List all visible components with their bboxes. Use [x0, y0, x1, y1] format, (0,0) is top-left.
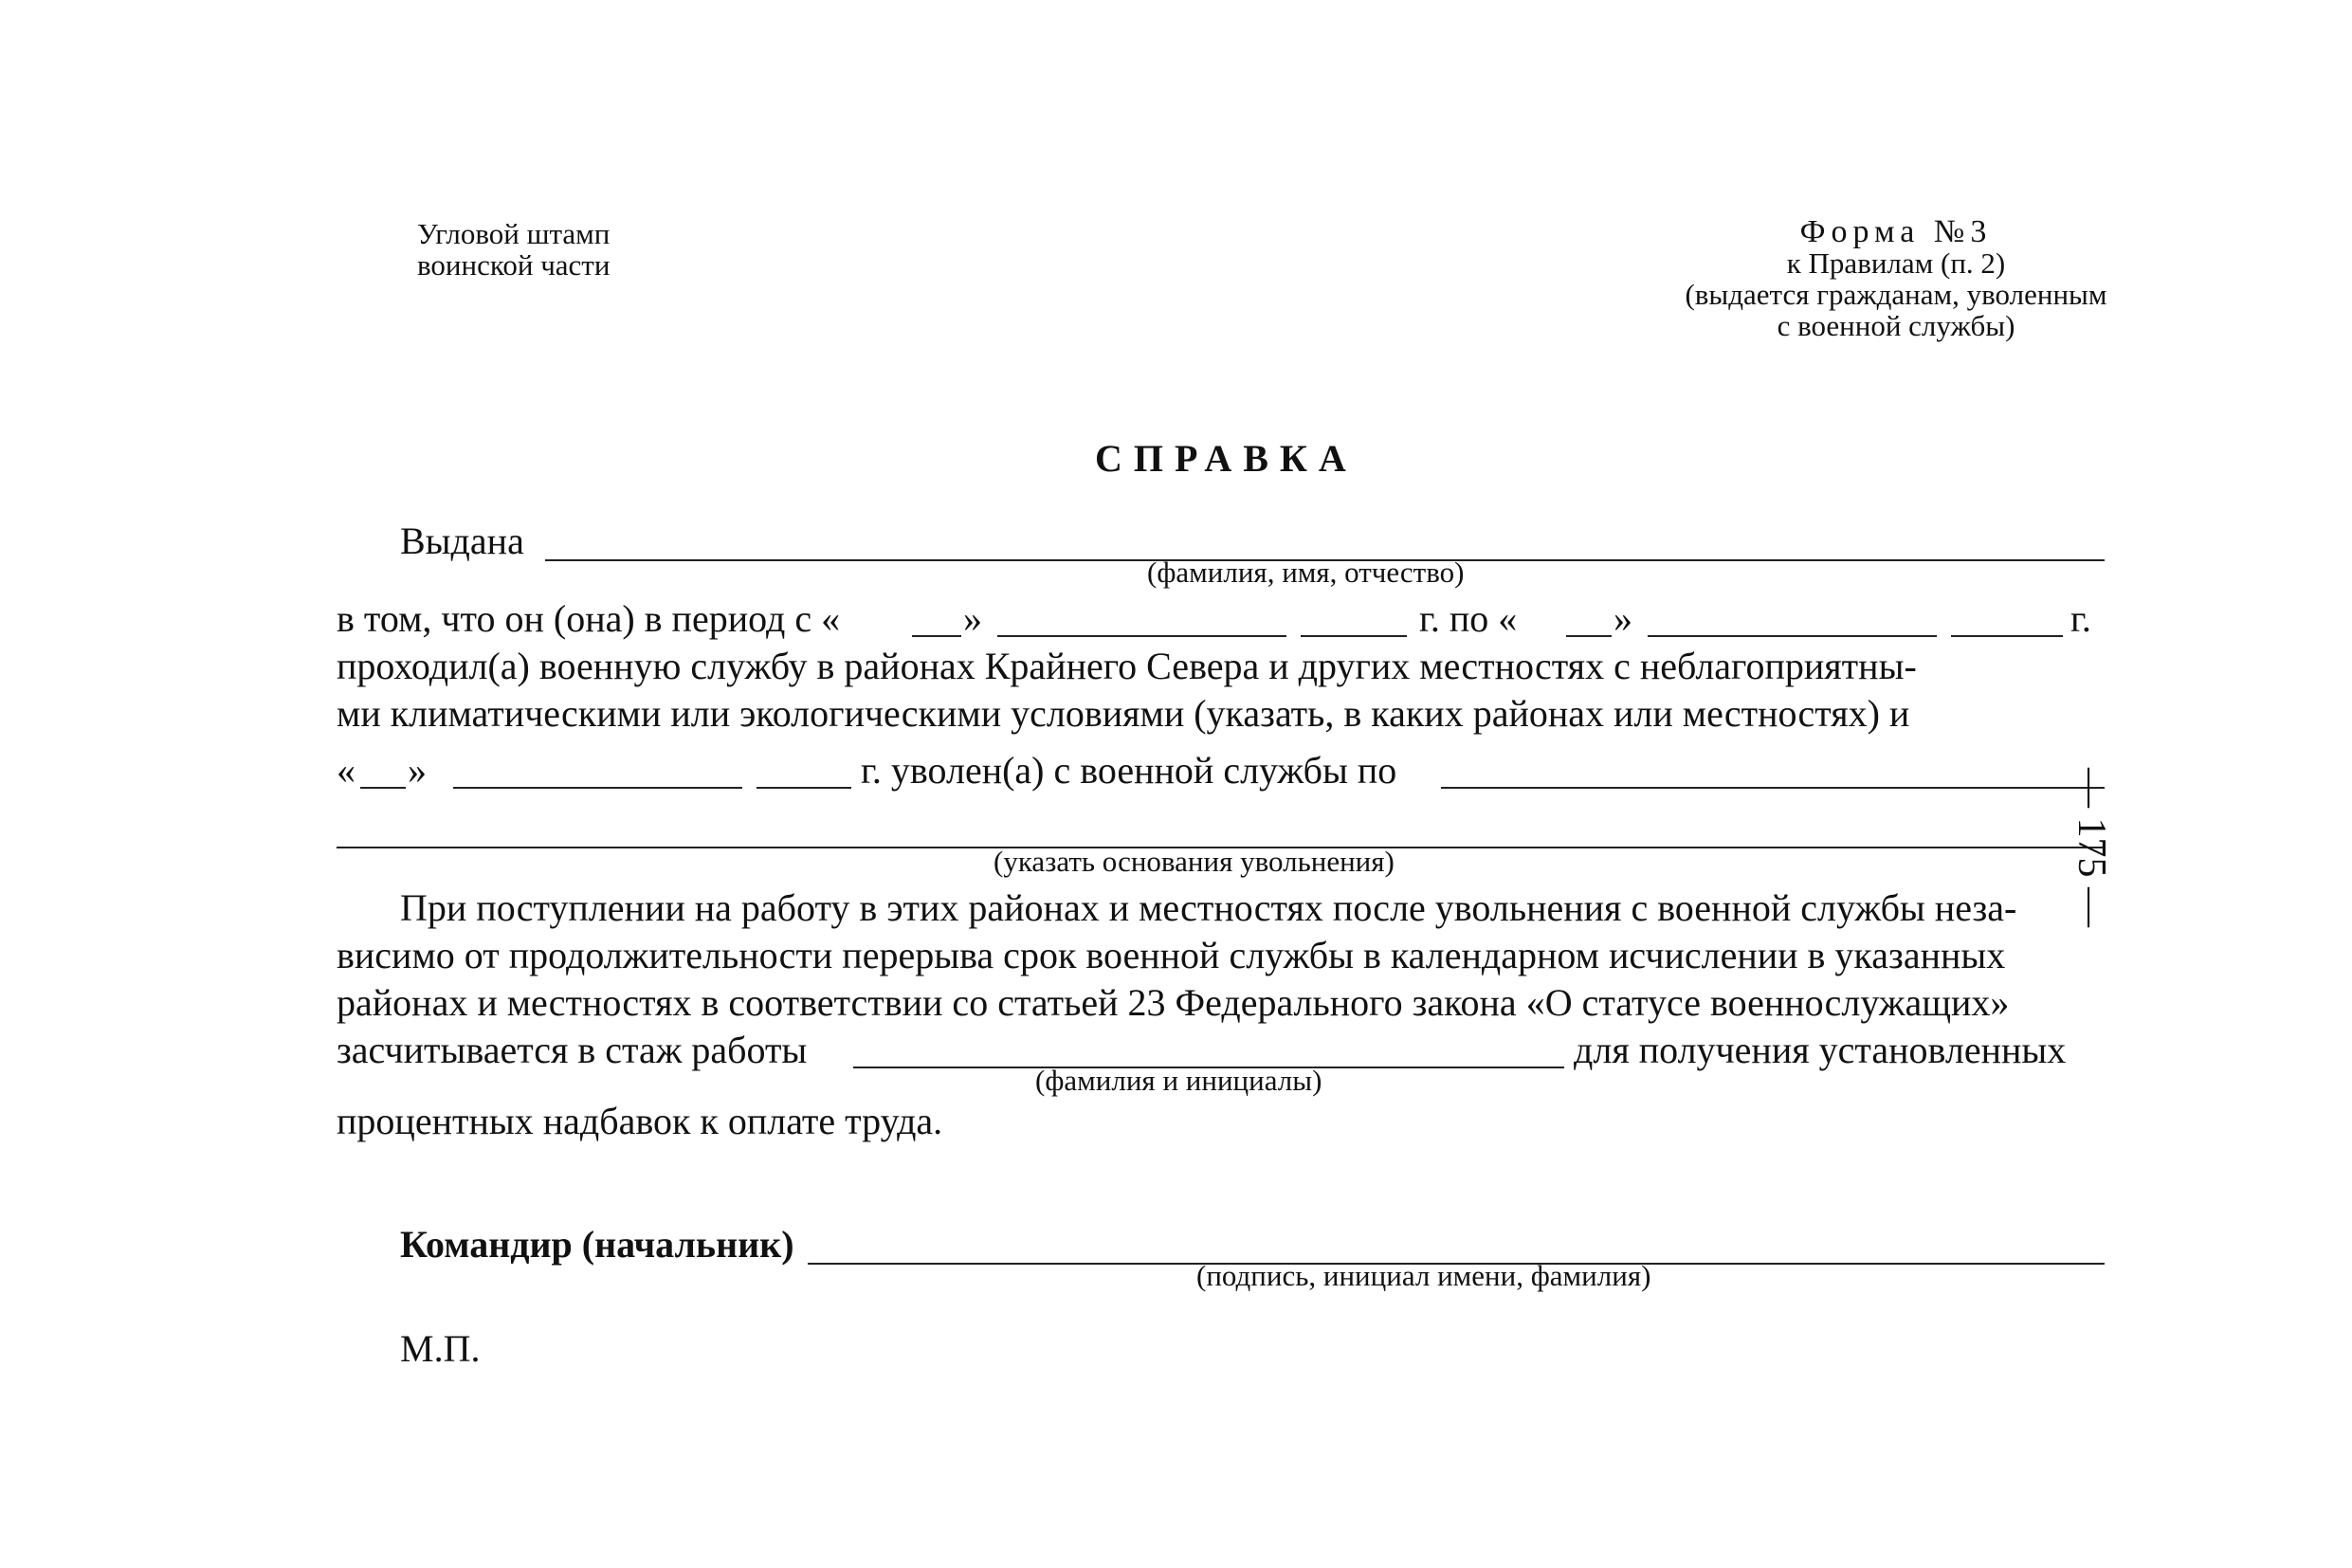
seal-label: М.П.: [400, 1327, 481, 1370]
para-line-4-left: засчитывается в стаж работы: [337, 1029, 808, 1071]
stamp-line-1: Угловой штамп: [417, 217, 611, 250]
para-line-2: висимо от продолжительности перерыва срок военной службы в календарном исчислении в указанных: [337, 934, 2006, 976]
form-issued-to-2: с военной службы): [1777, 309, 2015, 342]
form-header: [1631, 216, 2161, 341]
commander-label: Командир (начальник): [400, 1223, 794, 1266]
service-line-1: проходил(а) военную службу в районах Крайнего Севера и других местностях с неблагоприятны-: [337, 645, 1917, 687]
form-issued-to-1: (выдается гражданам, уволенным: [1685, 278, 2107, 311]
corner-stamp-label: [417, 218, 610, 281]
dismissed-text: г. уволен(а) с военной службы по: [861, 749, 1397, 792]
reason-caption: (указать основания увольнения): [994, 845, 1395, 878]
stamp-line-2: воинской части: [417, 248, 611, 282]
month-dismiss-field[interactable]: [453, 787, 742, 789]
quote-close-2: »: [1614, 597, 1632, 640]
para-line-3-wrap: [337, 981, 2105, 1025]
fio-caption: (фамилия, имя, отчество): [1147, 556, 1465, 589]
year-dismiss-field[interactable]: [757, 787, 851, 789]
quote-close-1: »: [963, 597, 982, 640]
month-from-field[interactable]: [997, 635, 1286, 637]
year-to-field[interactable]: [1951, 635, 2063, 637]
signature-caption: (подпись, инициал имени, фамилия): [1196, 1259, 1651, 1292]
form-rules-ref: к Правилам (п. 2): [1786, 246, 2006, 280]
para-line-4-right: для получения установленных: [1574, 1029, 2067, 1071]
service-text-line-1: [337, 645, 2105, 688]
year-end-text: г.: [2070, 597, 2091, 640]
period-from-text: в том, что он (она) в период с «: [337, 597, 841, 640]
service-line-2: ми климатическими или экологическими условиями (указать, в каких районах или местностях) и: [337, 692, 1910, 735]
dismiss-reason-field-1[interactable]: [1441, 787, 2105, 789]
day-dismiss-field[interactable]: [360, 787, 406, 789]
form-number: Форма №3: [1799, 214, 1993, 249]
quote-close-3: »: [408, 749, 427, 792]
service-text-line-2: [337, 692, 2105, 736]
para-line-5: процентных надбавок к оплате труда.: [337, 1100, 943, 1142]
year-from-field[interactable]: [1301, 635, 1407, 637]
quote-open-3: «: [337, 749, 356, 792]
initials-caption: (фамилия и инициалы): [1035, 1064, 1322, 1097]
para-line-1-wrap: [400, 886, 2105, 930]
para-line-2-wrap: [337, 934, 2105, 977]
para-line-3: районах и местностях в соответствии со статьей 23 Федерального закона «О статусе военнослужащих»: [337, 981, 2010, 1024]
day-to-field[interactable]: [1566, 635, 1612, 637]
month-to-field[interactable]: [1648, 635, 1937, 637]
year-to-text: г. по «: [1419, 597, 1518, 640]
page-number: — 175 —: [2069, 768, 2113, 927]
issued-label: Выдана: [400, 520, 524, 562]
day-from-field[interactable]: [912, 635, 961, 637]
document-title: СПРАВКА: [1095, 437, 1358, 480]
para-line-1: При поступлении на работу в этих районах и местностях после увольнения с военной службы неза-: [400, 886, 2017, 929]
